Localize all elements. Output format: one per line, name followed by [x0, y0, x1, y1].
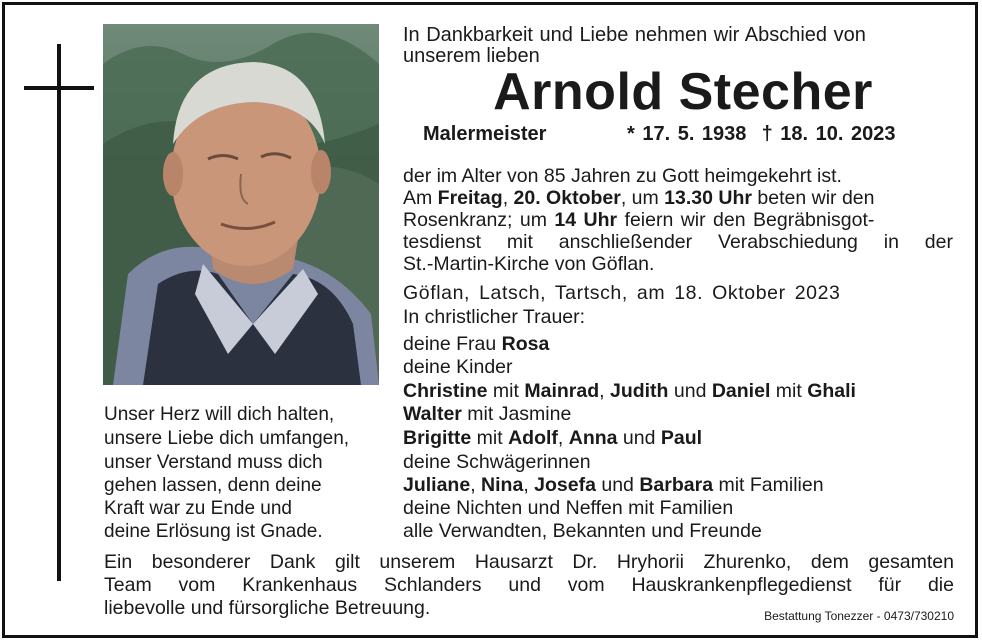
intro-line-2: unserem lieben	[403, 45, 540, 67]
mourner-row-4: Walter mit Jasmine	[403, 403, 572, 425]
announcement-line-2: Am Freitag, 20. Oktober, um 13.30 Uhr beten wir den	[403, 187, 875, 209]
deceased-name: Arnold Stecher	[493, 63, 873, 121]
funeral-home-credit: Bestattung Tonezzer - 0473/730210	[764, 609, 954, 623]
portrait-photo	[103, 24, 379, 385]
intro-line-1: In Dankbarkeit und Liebe nehmen wir Abschied von	[403, 24, 866, 46]
announcement-line-1: der im Alter von 85 Jahren zu Gott heimgekehrt ist.	[403, 165, 842, 187]
verse-line-2: unsere Liebe dich umfangen,	[104, 428, 350, 449]
cross-icon-bar	[24, 86, 94, 90]
verse-line-5: Kraft war zu Ende und	[104, 498, 292, 519]
mourner-row-1: deine Frau Rosa	[403, 333, 550, 355]
mourner-row-8: deine Nichten und Neffen mit Familien	[403, 497, 734, 519]
mourner-row-6: deine Schwägerinnen	[403, 451, 591, 473]
life-dates	[627, 123, 895, 146]
mourner-row-5: Brigitte mit Adolf, Anna und Paul	[403, 427, 703, 449]
birth-date: * 17. 5. 1938	[627, 123, 747, 145]
thanks-line-2: Team vom Krankenhaus Schlanders und vom Hauskrankenpflegedienst für die	[104, 574, 954, 596]
announcement-line-5: St.-Martin-Kirche von Göflan.	[403, 253, 655, 275]
verse-line-6: deine Erlösung ist Gnade.	[104, 521, 323, 542]
verse-line-3: unser Verstand muss dich	[104, 452, 323, 473]
verse-line-1: Unser Herz will dich halten,	[104, 404, 335, 425]
verse-line-4: gehen lassen, denn deine	[104, 475, 322, 496]
cross-icon	[57, 44, 61, 581]
thanks-line-3: liebevolle und fürsorgliche Betreuung.	[104, 597, 431, 619]
death-date: † 18. 10. 2023	[761, 123, 896, 145]
mourner-row-3: Christine mit Mainrad, Judith und Daniel mit Ghali	[403, 380, 856, 402]
mourner-row-2: deine Kinder	[403, 356, 513, 378]
announcement-line-3: Rosenkranz; um 14 Uhr feiern wir den Begräbnisgot-	[403, 209, 875, 231]
place-date: Göflan, Latsch, Tartsch, am 18. Oktober 2023	[403, 282, 841, 304]
mourners-intro: In christlicher Trauer:	[403, 306, 586, 328]
thanks-line-1: Ein besonderer Dank gilt unserem Hausarzt Dr. Hryhorii Zhurenko, dem gesamten	[104, 551, 954, 573]
mourner-row-7: Juliane, Nina, Josefa und Barbara mit Familien	[403, 474, 824, 496]
deceased-profession: Malermeister	[423, 123, 547, 145]
mourner-row-9: alle Verwandten, Bekannten und Freunde	[403, 520, 762, 542]
announcement-line-4: tesdienst mit anschließender Verabschiedung in der	[403, 231, 953, 253]
